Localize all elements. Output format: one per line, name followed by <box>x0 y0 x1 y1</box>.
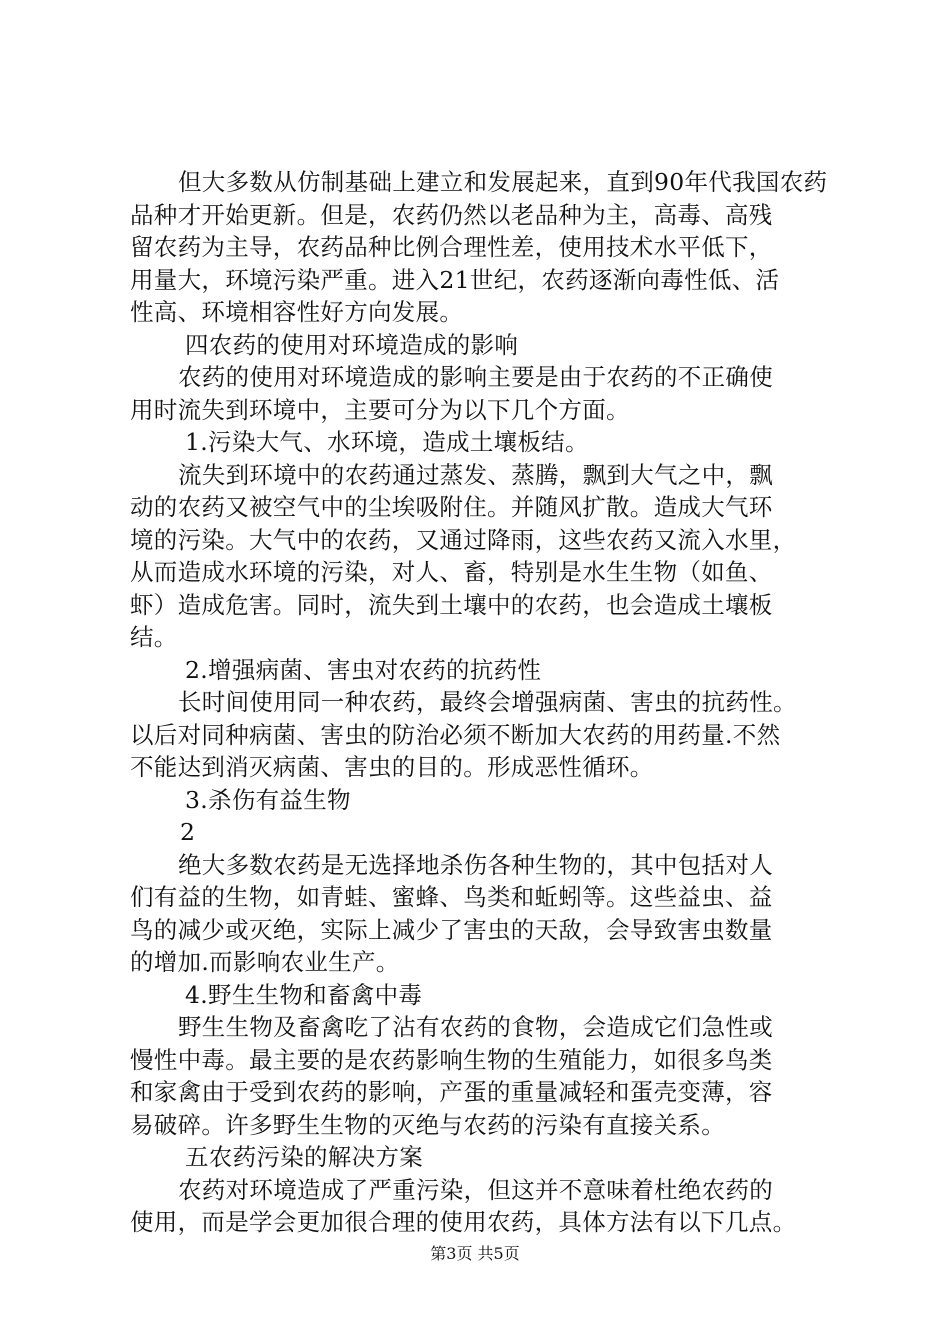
paragraph-line: 流失到环境中的农药通过蒸发、蒸腾，飘到大气之中，飘 <box>178 460 773 489</box>
paragraph-line: 用量大，环境污染严重。进入21世纪，农药逐渐向毒性低、活 <box>130 265 780 294</box>
paragraph-line: 境的污染。大气中的农药，又通过降雨，这些农药又流入水里， <box>130 525 797 554</box>
paragraph-line: 们有益的生物，如青蛙、蜜蜂、鸟类和蚯蚓等。这些益虫、益 <box>130 883 773 911</box>
paragraph-line: 农药对环境造成了严重污染，但这并不意味着杜绝农药的 <box>178 1175 773 1204</box>
page-number-marker: 2 <box>180 818 196 846</box>
paragraph-line: 和家禽由于受到农药的影响，产蛋的重量减轻和蛋壳变薄，容 <box>130 1078 773 1106</box>
h-section5 <box>130 1141 834 1174</box>
h-item2 <box>130 654 834 687</box>
section-heading-line: 四农药的使用对环境造成的影响 <box>185 330 519 359</box>
section-heading-line: 3.杀伤有益生物 <box>185 785 351 814</box>
paragraph-line: 绝大多数农药是无选择地杀伤各种生物的，其中包括对人 <box>178 850 773 879</box>
paragraph-line: 长时间使用同一种农药，最终会增强病菌、害虫的抗药性。 <box>178 688 797 716</box>
paragraph-line: 从而造成水环境的污染，对人、畜，特别是水生生物（如鱼、 <box>130 558 773 586</box>
section-heading-line: 五农药污染的解决方案 <box>185 1143 423 1171</box>
p-intro <box>130 166 834 329</box>
p-section5 <box>130 1174 834 1239</box>
page-footer: 第3页 共5页 <box>430 1244 520 1263</box>
paragraph-line: 结。 <box>130 623 178 651</box>
p-item3 <box>130 849 834 979</box>
section-heading-line: 1.污染大气、水环境，造成土壤板结。 <box>185 428 589 456</box>
paragraph-line: 性高、环境相容性好方向发展。 <box>130 298 464 326</box>
paragraph-line: 野生生物及畜禽吃了沾有农药的食物，会造成它们急性或 <box>178 1013 773 1041</box>
section-heading-line: 4.野生生物和畜禽中毒 <box>185 980 423 1009</box>
paragraph-line: 留农药为主导，农药品种比例合理性差，使用技术水平低下， <box>130 233 773 261</box>
p-item4 <box>130 1011 834 1141</box>
paragraph-line: 品种才开始更新。但是，农药仍然以老品种为主，高毒、高残 <box>130 200 773 229</box>
h-item1 <box>130 426 834 459</box>
paragraph-line: 动的农药又被空气中的尘埃吸附住。并随风扩散。造成大气环 <box>130 493 773 521</box>
h-num2 <box>130 816 834 849</box>
document-body <box>130 166 834 1239</box>
h-item3 <box>130 784 834 817</box>
paragraph-line: 虾）造成危害。同时，流失到土壤中的农药，也会造成土壤板 <box>130 590 773 619</box>
paragraph-line: 用时流失到环境中，主要可分为以下几个方面。 <box>130 395 630 424</box>
section-heading-line: 2.增强病菌、害虫对农药的抗药性 <box>185 655 542 684</box>
paragraph-line: 以后对同种病菌、害虫的防治必须不断加大农药的用药量.不然 <box>130 720 781 749</box>
p-item1 <box>130 459 834 654</box>
h-section4 <box>130 329 834 362</box>
h-item4 <box>130 979 834 1012</box>
paragraph-line: 鸟的减少或灭绝，实际上减少了害虫的天敌，会导致害虫数量 <box>130 915 773 944</box>
paragraph-line: 不能达到消灭病菌、害虫的目的。形成恶性循环。 <box>130 753 654 781</box>
p-section4 <box>130 361 834 426</box>
paragraph-line: 使用，而是学会更加很合理的使用农药，具体方法有以下几点。 <box>130 1208 797 1236</box>
paragraph-line: 农药的使用对环境造成的影响主要是由于农药的不正确使 <box>178 363 773 391</box>
paragraph-line: 慢性中毒。最主要的是农药影响生物的生殖能力，如很多鸟类 <box>130 1045 773 1074</box>
paragraph-line: 但大多数从仿制基础上建立和发展起来，直到90年代我国农药 <box>178 168 828 196</box>
p-item2 <box>130 686 834 784</box>
paragraph-line: 的增加.而影响农业生产。 <box>130 948 400 976</box>
paragraph-line: 易破碎。许多野生生物的灭绝与农药的污染有直接关系。 <box>130 1110 725 1139</box>
